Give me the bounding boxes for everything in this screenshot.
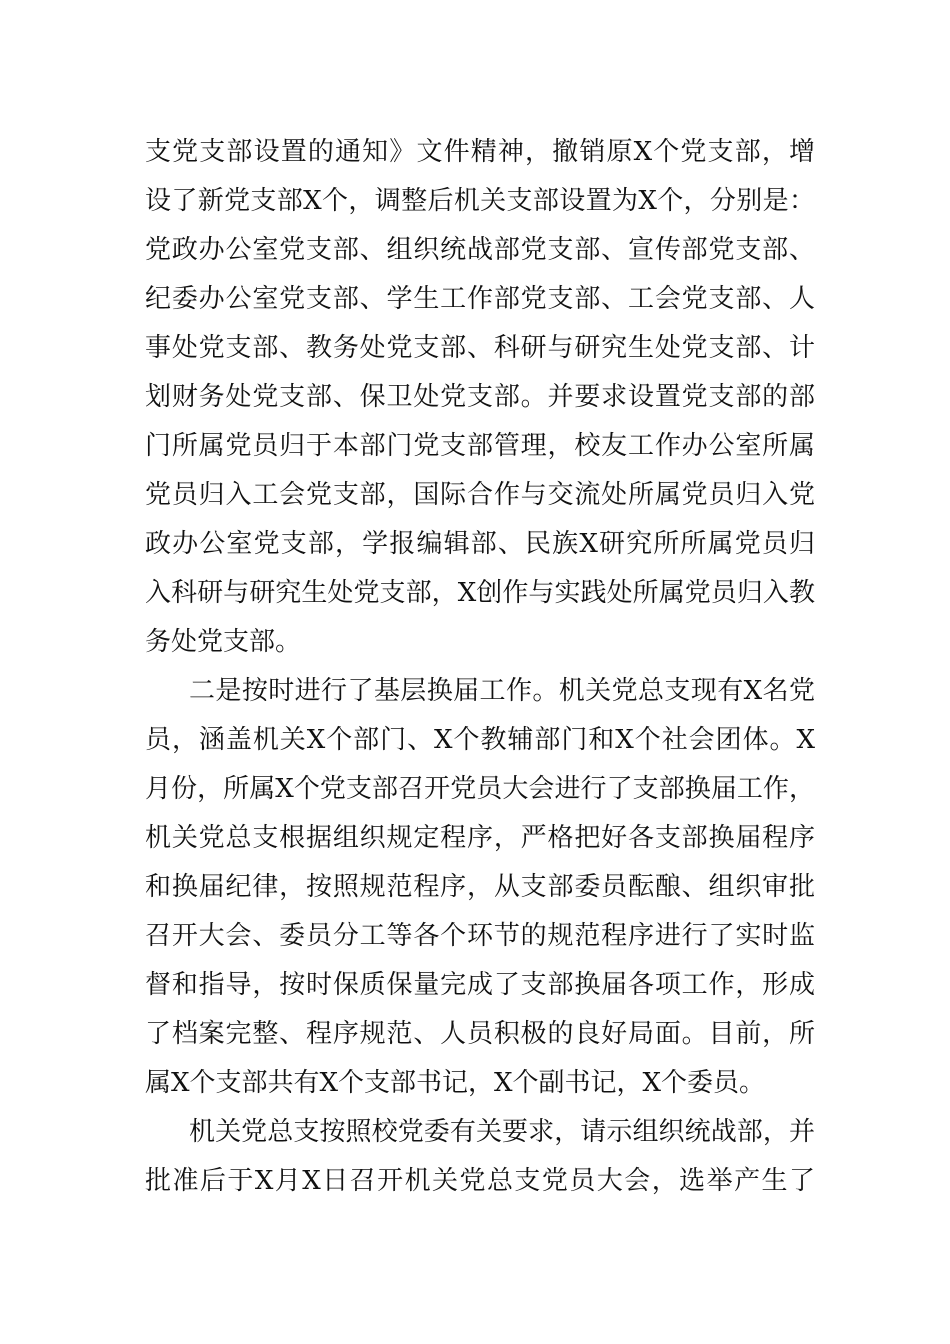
text-line: 支党支部设置的通知》文件精神，撤销原X个党支部，增 [145,137,815,167]
text-line: 党政办公室党支部、组织统战部党支部、宣传部党支部、 [145,235,815,265]
text-line: 纪委办公室党支部、学生工作部党支部、工会党支部、人 [145,284,815,314]
text-line: 事处党支部、教务处党支部、科研与研究生处党支部、计 [145,333,815,363]
text-line: 门所属党员归于本部门党支部管理，校友工作办公室所属 [145,431,815,461]
paragraph-start-line: 二是按时进行了基层换届工作。机关党总支现有X名党 [189,676,815,706]
document-body [145,128,815,1206]
text-line: 划财务处党支部、保卫处党支部。并要求设置党支部的部 [145,382,815,412]
text-line: 月份，所属X个党支部召开党员大会进行了支部换届工作， [145,774,815,804]
text-line: 党员归入工会党支部，国际合作与交流处所属党员归入党 [145,480,815,510]
text-line: 召开大会、委员分工等各个环节的规范程序进行了实时监 [145,921,815,951]
text-line: 督和指导，按时保质保量完成了支部换届各项工作，形成 [145,970,815,1000]
text-line: 属X个支部共有X个支部书记，X个副书记，X个委员。 [145,1068,766,1098]
text-line: 了档案完整、程序规范、人员积极的良好局面。目前，所 [145,1019,815,1049]
paragraph-start-line: 机关党总支按照校党委有关要求，请示组织统战部，并 [189,1117,815,1147]
text-line: 员，涵盖机关X个部门、X个教辅部门和X个社会团体。X [145,725,815,755]
text-line: 和换届纪律，按照规范程序，从支部委员酝酿、组织审批 [145,872,815,902]
text-line: 入科研与研究生处党支部，X创作与实践处所属党员归入教 [145,578,815,608]
text-line: 务处党支部。 [145,627,302,657]
text-line: 设了新党支部X个，调整后机关支部设置为X个，分别是： [145,186,815,216]
text-line: 批准后于X月X日召开机关党总支党员大会，选举产生了 [145,1166,815,1196]
text-line: 机关党总支根据组织规定程序，严格把好各支部换届程序 [145,823,815,853]
text-line: 政办公室党支部，学报编辑部、民族X研究所所属党员归 [145,529,815,559]
